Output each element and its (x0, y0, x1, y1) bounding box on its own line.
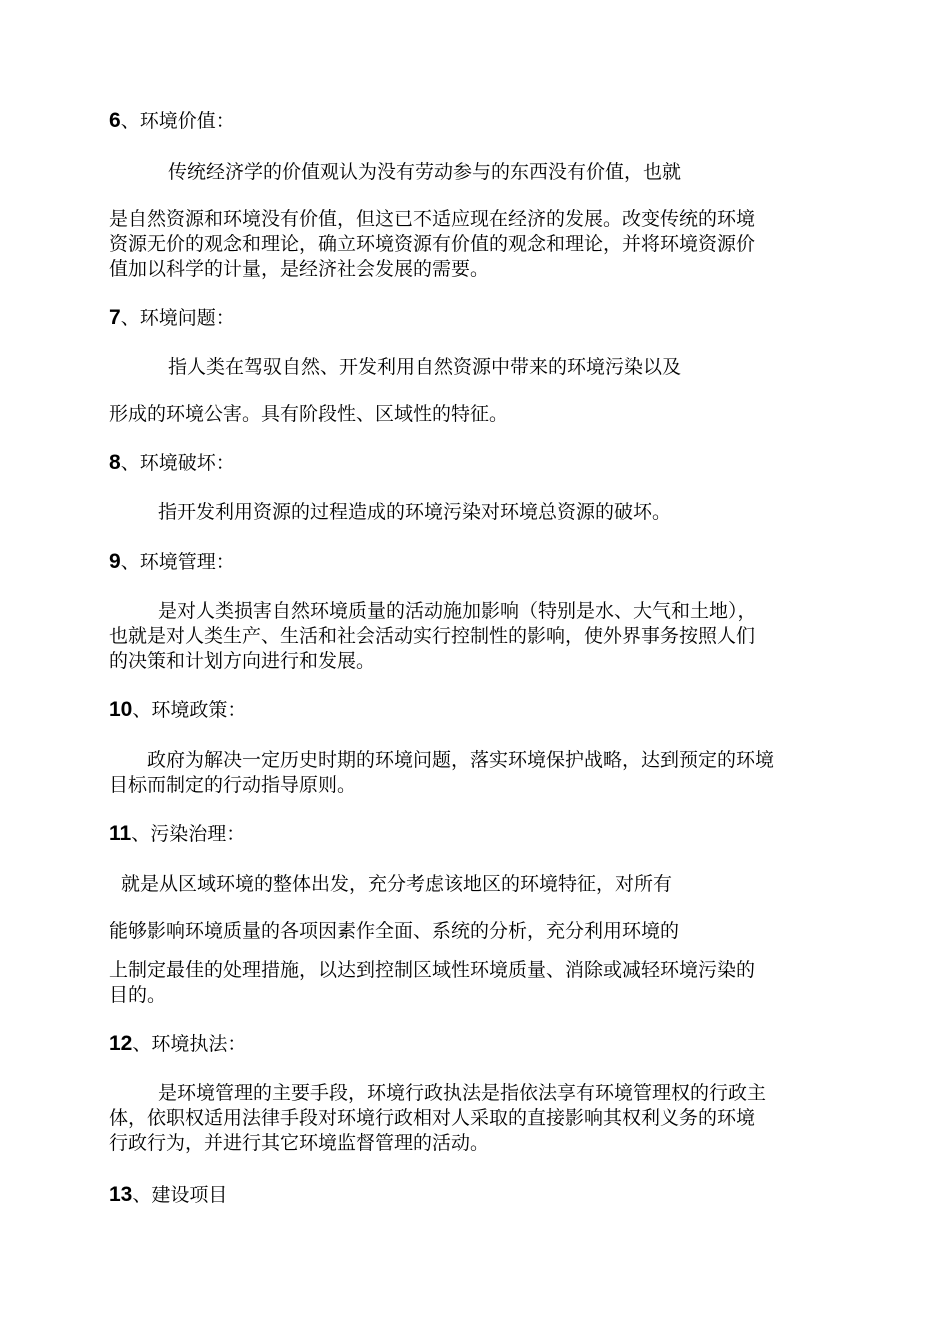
section-title: 、污染治理： (131, 823, 246, 845)
paragraph-line: 行政行为，并进行其它环境监督管理的活动。 (109, 1132, 490, 1154)
paragraph-line: 指开发利用资源的过程造成的环境污染对环境总资源的破坏。 (158, 501, 672, 523)
paragraph-line: 体，依职权适用法律手段对环境行政相对人采取的直接影响其权利义务的环境 (109, 1107, 756, 1129)
section-number: 9 (109, 550, 121, 573)
section-title: 、环境问题： (120, 307, 235, 329)
paragraph-line: 的决策和计划方向进行和发展。 (109, 650, 376, 672)
paragraph-line: 传统经济学的价值观认为没有劳动参与的东西没有价值，也就 (168, 161, 682, 183)
section-number: 10 (109, 698, 133, 721)
paragraph-line: 也就是对人类生产、生活和社会活动实行控制性的影响，使外界事务按照人们 (109, 625, 756, 647)
section-7-heading (109, 306, 235, 330)
section-6-heading (109, 109, 235, 133)
section-number: 8 (109, 451, 121, 474)
paragraph-line: 形成的环境公害。具有阶段性、区域性的特征。 (109, 403, 509, 425)
section-title: 、环境执法： (132, 1033, 247, 1055)
paragraph-line: 目的。 (109, 984, 167, 1006)
section-10-heading (109, 698, 246, 722)
paragraph-line: 值加以科学的计量，是经济社会发展的需要。 (109, 258, 490, 280)
paragraph-line: 指人类在驾驭自然、开发利用自然资源中带来的环境污染以及 (168, 356, 682, 378)
paragraph-line: 政府为解决一定历史时期的环境问题，落实环境保护战略，达到预定的环境 (147, 749, 775, 771)
paragraph-line: 是自然资源和环境没有价值，但这已不适应现在经济的发展。改变传统的环境 (109, 208, 756, 230)
section-title: 、环境破坏： (120, 452, 235, 474)
paragraph-line: 上制定最佳的处理措施，以达到控制区域性环境质量、消除或减轻环境污染的 (109, 959, 756, 981)
paragraph-line: 资源无价的观念和理论，确立环境资源有价值的观念和理论，并将环境资源价 (109, 233, 756, 255)
section-title: 、环境管理： (120, 551, 235, 573)
section-13-heading (109, 1183, 227, 1207)
paragraph-line: 是对人类损害自然环境质量的活动施加影响（特别是水、大气和土地）， (158, 600, 757, 622)
section-12-heading (109, 1032, 246, 1056)
paragraph-line: 就是从区域环境的整体出发，充分考虑该地区的环境特征，对所有 (121, 873, 673, 895)
paragraph-line: 目标而制定的行动指导原则。 (109, 774, 357, 796)
paragraph-line: 能够影响环境质量的各项因素作全面、系统的分析，充分利用环境的 (109, 920, 680, 942)
section-9-heading (109, 550, 235, 574)
section-number: 7 (109, 306, 121, 329)
section-title: 、环境政策： (132, 699, 247, 721)
paragraph-line: 是环境管理的主要手段，环境行政执法是指依法享有环境管理权的行政主 (158, 1082, 767, 1104)
section-title: 、建设项目 (132, 1184, 228, 1206)
section-number: 11 (109, 822, 132, 845)
section-number: 12 (109, 1032, 133, 1055)
section-number: 13 (109, 1183, 133, 1206)
section-number: 6 (109, 109, 121, 132)
section-8-heading (109, 451, 235, 475)
section-11-heading (109, 822, 245, 846)
section-title: 、环境价值： (120, 110, 235, 132)
